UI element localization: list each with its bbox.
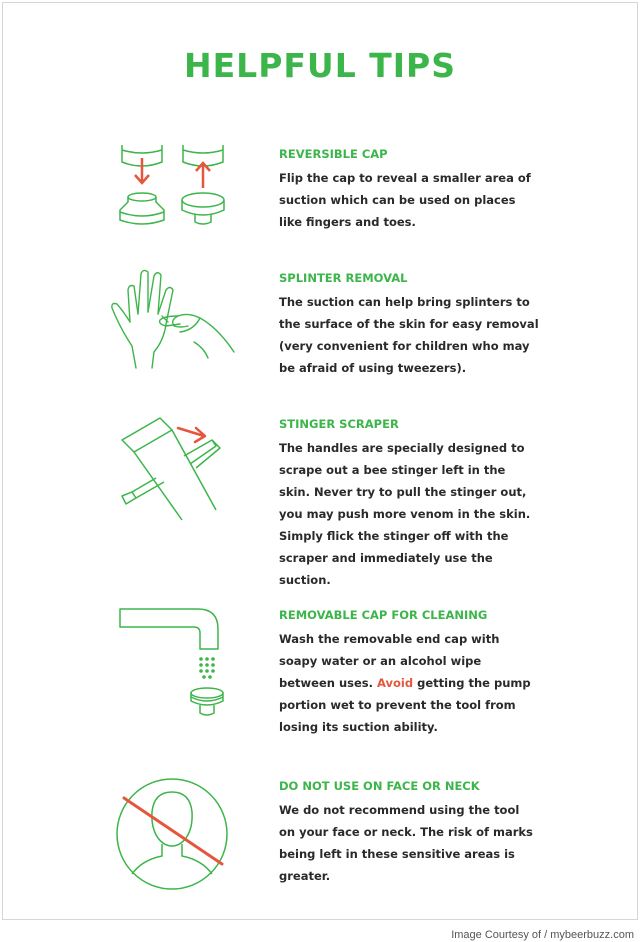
- tip-heading: REVERSIBLE CAP: [279, 147, 388, 161]
- tip-body: The suction can help bring splinters to the surface of the skin for easy removal (very convenient for children who may be afraid of using tweezers).: [279, 295, 539, 375]
- page-title: HELPFUL TIPS: [184, 46, 456, 85]
- image-credit: Image Courtesy of / mybeerbuzz.com: [451, 929, 634, 941]
- tip-heading: SPLINTER REMOVAL: [279, 271, 408, 285]
- tip-body-text: Wash the removable end cap with soapy water or an alcohol wipe between uses.: [279, 632, 500, 690]
- no-face-icon: [114, 776, 234, 894]
- tip-body: The handles are specially designed to scrape out a bee stinger left in the skin. Never try to pull the stinger out, you may push more venom in the skin. Simply flick the stinger off with the scraper and immediately use the suction.: [279, 441, 531, 587]
- tip-body-text: getting the pump portion wet to prevent the tool from losing its suction ability.: [279, 676, 531, 734]
- tip-heading: DO NOT USE ON FACE OR NECK: [279, 779, 480, 793]
- splinter-hand-icon: [108, 268, 238, 373]
- avoid-warning: Avoid: [377, 676, 414, 690]
- tip-body: We do not recommend using the tool on your face or neck. The risk of marks being left in these sensitive areas is greater.: [279, 803, 533, 883]
- reversible-cap-icon: [110, 140, 240, 230]
- stinger-scraper-icon: [112, 412, 232, 527]
- tip-heading: STINGER SCRAPER: [279, 417, 399, 431]
- tip-body: Flip the cap to reveal a smaller area of suction which can be used on places like fingers and toes.: [279, 171, 531, 229]
- tip-body: [279, 628, 539, 738]
- faucet-cleaning-icon: [118, 603, 228, 723]
- tip-heading: REMOVABLE CAP FOR CLEANING: [279, 608, 488, 622]
